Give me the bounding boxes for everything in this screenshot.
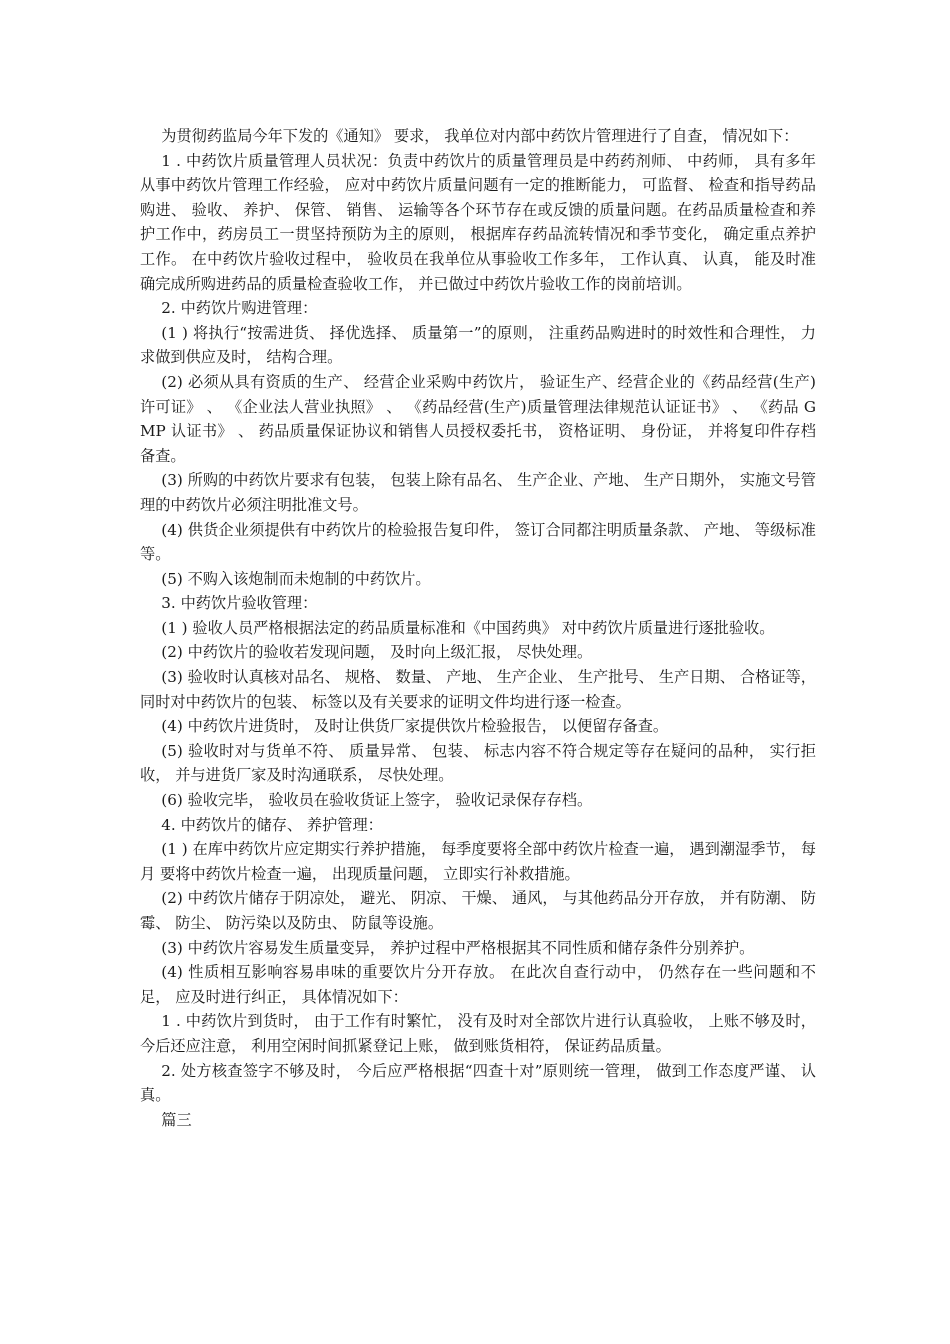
section-4-item-1: (1 ) 在库中药饮片应定期实行养护措施， 每季度要将全部中药饮片检查一遍， 遇到潮湿季节， 每月 要将中药饮片检查一遍， 出现质量问题， 立即实行补救措施。 (140, 840, 816, 883)
section-2-heading: 2. 中药饮片购进管理： (161, 299, 318, 318)
issue-2: 2. 处方核查签字不够及时， 今后应严格根据“四查十对”原则统一管理， 做到工作态度严谨、 认真。 (140, 1061, 816, 1105)
section-3-item-4: (4) 中药饮片进货时， 及时让供货厂家提供饮片检验报告， 以便留存备查。 (161, 717, 669, 736)
section-2-item-1: (1 ) 将执行“按需进货、 择优选择、 质量第一”的原则， 注重药品购进时的时效性和合理性， 力求做到供应及时， 结构合理。 (140, 323, 816, 367)
section-3-heading: 3. 中药饮片验收管理： (161, 594, 318, 613)
section-2-item-4: (4) 供货企业须提供有中药饮片的检验报告复印件， 签订合同都注明质量条款、 产地、 等级标准等。 (140, 520, 816, 564)
intro-paragraph: 为贯彻药监局今年下发的《通知》 要求， 我单位对内部中药饮片管理进行了自查， 情况如下： (161, 127, 799, 145)
section-3-item-3: (3) 验收时认真核对品名、 规格、 数量、 产地、 生产企业、 生产批号、 生产日期、 合格证等， 同时对中药饮片的包装、 标签以及有关要求的证明文件均进行逐一检查。 (140, 668, 821, 711)
document-body (140, 124, 821, 1132)
section-4-item-2: (2) 中药饮片储存于阴凉处， 避光、 阴凉、 干燥、 通风， 与其他药品分开存放， 并有防潮、 防霉、 防尘、 防污染以及防虫、 防鼠等设施。 (140, 889, 816, 932)
next-section-title: 篇三 (161, 1110, 192, 1129)
section-2-item-3: (3) 所购的中药饮片要求有包装， 包装上除有品名、 生产企业、产地、 生产日期外， 实施文号管理的中药饮片必须注明批准文号。 (140, 471, 816, 514)
section-1-staff: 1 . 中药饮片质量管理人员状况：负责中药饮片的质量管理员是中药药剂师、 中药师， 具有多年从事中药饮片管理工作经验， 应对中药饮片质量问题有一定的推断能力， 可监督、 检查和指导药品购进、 验收、 养护、 保管、 销售、 运输等各个环节存在或反馈的质量问题。在药品质量检查和养护工作中，药房员工一贯坚持预防为主的原则， 根据库存药品流转情况和季节变化， 确定重点养护工作。 在中药饮片验收过程中， 验收员在我单位从事验收工作多年， 工作认真、 认真， 能及时准确完成所购进药品的质量检查验收工作， 并已做过中药饮片验收工作的岗前培训。 (140, 151, 816, 293)
section-4-heading: 4. 中药饮片的储存、 养护管理： (161, 815, 383, 834)
section-3-item-2: (2) 中药饮片的验收若发现问题， 及时向上级汇报， 尽快处理。 (161, 643, 593, 662)
issue-1: 1 . 中药饮片到货时， 由于工作有时繁忙， 没有及时对全部饮片进行认真验收， 上账不够及时， 今后还应注意， 利用空闲时间抓紧登记上账， 做到账货相符， 保证药品质量。 (140, 1012, 821, 1055)
section-2-item-5: (5) 不购入该炮制而未炮制的中药饮片。 (161, 569, 431, 588)
section-2-item-2: (2) 必须从具有资质的生产、 经营企业采购中药饮片， 验证生产、经营企业的《药品经营(生产)许可证》 、 《企业法人营业执照》 、 《药品经营(生产)质量管理法律规范认证证书》 、 《药品 GMP 认证书》 、 药品质量保证协议和销售人员授权委托书， 资格证明、 身份证， 并将复印件存档备查。 (140, 372, 816, 465)
section-4-item-3: (3) 中药饮片容易发生质量变异， 养护过程中严格根据其不同性质和储存条件分别养护。 (161, 938, 755, 957)
section-3-item-1: (1 ) 验收人员严格根据法定的药品质量标准和《中国药典》 对中药饮片质量进行逐批验收。 (161, 618, 775, 637)
section-4-item-4: (4) 性质相互影响容易串味的重要饮片分开存放。 在此次自查行动中， 仍然存在一些问题和不足， 应及时进行纠正， 具体情况如下： (140, 963, 816, 1006)
section-3-item-5: (5) 验收时对与货单不符、 质量异常、 包装、 标志内容不符合规定等存在疑问的品种， 实行拒收， 并与进货厂家及时沟通联系， 尽快处理。 (140, 741, 816, 785)
section-3-item-6: (6) 验收完毕， 验收员在验收货证上签字， 验收记录保存存档。 (161, 791, 593, 810)
